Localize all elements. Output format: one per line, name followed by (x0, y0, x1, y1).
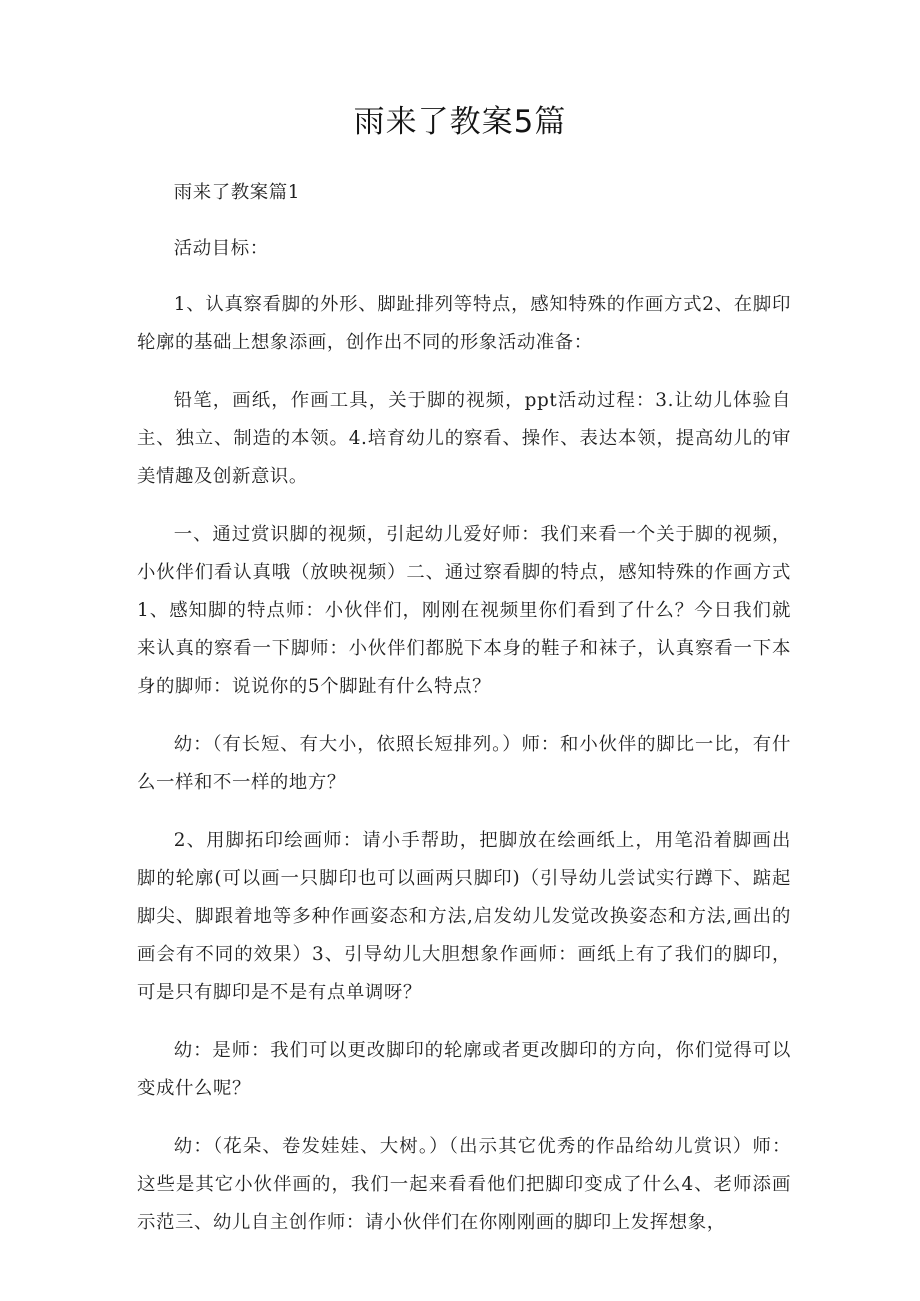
section-heading: 雨来了教案篇1 (173, 182, 301, 203)
paragraph-child-answer-1: 幼：（有长短、有大小，依照长短排列。）师：和小伙伴的脚比一比，有什么一样和不一样的地方？ (137, 734, 791, 793)
paragraph-materials: 铅笔，画纸，作画工具，关于脚的视频，ppt活动过程：3.让幼儿体验自主、独立、制造的本领。4.培育幼儿的察看、操作、表达本领，提高幼儿的审美情趣及创新意识。 (137, 390, 791, 487)
paragraph-child-answer-2: 幼：是师：我们可以更改脚印的轮廓或者更改脚印的方向，你们觉得可以变成什么呢？ (137, 1040, 791, 1099)
document-body (137, 174, 791, 1262)
document-title: 雨来了教案5篇 (353, 104, 567, 140)
paragraph-child-answer-3: 幼：（花朵、卷发娃娃、大树。）（出示其它优秀的作品给幼儿赏识）师：这些是其它小伙伴画的，我们一起来看看他们把脚印变成了什么4、老师添画示范三、幼儿自主创作师：请小伙伴们在你刚刚画的脚印上发挥想象， (137, 1136, 791, 1233)
paragraph-foot-print-drawing: 2、用脚拓印绘画师：请小手帮助，把脚放在绘画纸上，用笔沿着脚画出脚的轮廓(可以画一只脚印也可以画两只脚印)（引导幼儿尝试实行蹲下、踮起脚尖、脚跟着地等多种作画姿态和方法,启发幼儿发觉改换姿态和方法,画出的画会有不同的效果）3、引导幼儿大胆想象作画师：画纸上有了我们的脚印，可是只有脚印是不是有点单调呀？ (137, 830, 791, 1003)
paragraph-video-observation: 一、通过赏识脚的视频，引起幼儿爱好师：我们来看一个关于脚的视频，小伙伴们看认真哦（放映视频）二、通过察看脚的特点，感知特殊的作画方式1、感知脚的特点师：小伙伴们，刚刚在视频里你们看到了什么？今日我们就来认真的察看一下脚师：小伙伴们都脱下本身的鞋子和袜子，认真察看一下本身的脚师：说说你的5个脚趾有什么特点？ (137, 524, 791, 697)
paragraph-goals: 1、认真察看脚的外形、脚趾排列等特点，感知特殊的作画方式2、在脚印轮廓的基础上想象添画，创作出不同的形象活动准备： (137, 294, 791, 353)
activity-goals-label: 活动目标： (173, 238, 269, 259)
